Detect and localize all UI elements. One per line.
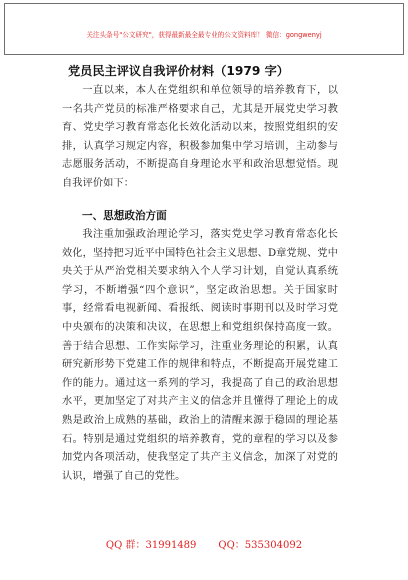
intro-paragraph: 一直以来，本人在党组织和单位领导的培养教育下，以一名共产党员的标准严格要求自己，尤其是开展党史学习教育、党史学习教育常态化长效化活动以来，按照党组织的安排，认真学习规定内容，积极参加集中学习培训，主动参与志愿服务活动，不断提高自身理论水平和政治思想觉悟。现自我评价如下： [62, 85, 338, 189]
header-banner [4, 3, 404, 55]
footer-contact [0, 536, 408, 551]
document-title: 党员民主评议自我评价材料（1979 字） [68, 64, 289, 78]
section-paragraph: 我注重加强政治理论学习，落实党史学习教育常态化长效化，坚持把习近平中国特色社会主义思想、D章党规、党中央关于从严治党相关要求纳入个人学习计划，自觉认真系统学习，不断增强“四个意识”，坚定政治思想。关于国家时事，经常看电视新闻、看报纸、阅读时事期刊以及时学习党中央颁布的决策和决议，在思想上和党组织保持高度一致。善于结合思想、工作实际学习，注重业务理论的积累，认真研究新形势下党建工作的规律和特点，不断提高开展党建工作的能力。通过这一系列的学习，我提高了自己的政治思想水平，更加坚定了对共产主义的信念并且懂得了理论上的成熟是政治上成熟的基础，政治上的清醒来源于稳固的理论基石。特别是通过党组织的培养教育，党的章程的学习以及参加党内各项活动，使我坚定了共产主义信念，加深了对党的认识，增强了自己的党性。 [62, 229, 338, 482]
footer-qq: QQ：535304092 [218, 540, 303, 551]
footer-qq-group: QQ 群：31991489 [105, 540, 197, 551]
banner-text: 关注头条号"公文研究"，获得最新最全最专业的公文资料库！ 微信：gongwenyj [86, 31, 322, 39]
section-heading: 一、思想政治方面 [82, 210, 167, 222]
